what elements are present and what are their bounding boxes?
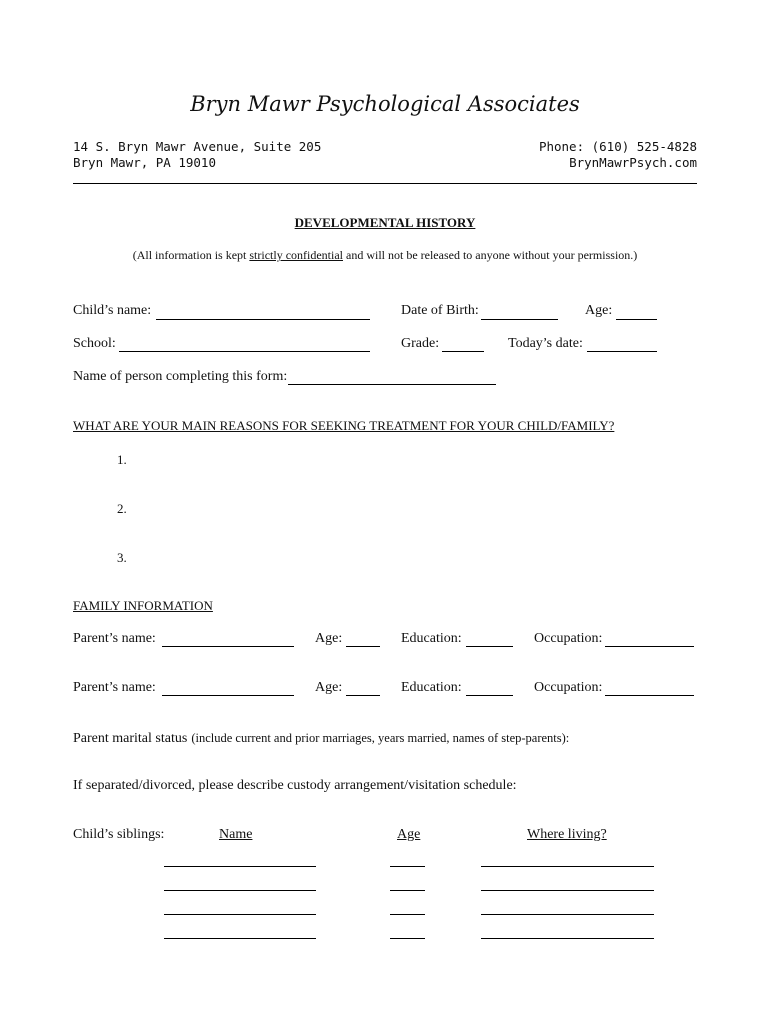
address-line-2: Bryn Mawr, PA 19010 xyxy=(73,155,216,170)
dob-field[interactable] xyxy=(481,319,558,320)
website: BrynMawrPsych.com xyxy=(569,155,697,170)
parent-1-education-label: Education: xyxy=(401,631,462,646)
school-field[interactable] xyxy=(119,351,370,352)
marital-status-label: Parent marital status xyxy=(73,731,188,746)
sibling-2-name-field[interactable] xyxy=(164,890,316,891)
parent-2-name-field[interactable] xyxy=(162,695,294,696)
sibling-1-where-field[interactable] xyxy=(481,866,654,867)
parent-2-occupation-label: Occupation: xyxy=(534,680,603,695)
parent-1-age-label: Age: xyxy=(315,631,343,646)
marital-status-line xyxy=(73,729,569,747)
header-divider xyxy=(73,183,697,184)
parent-2-education-field[interactable] xyxy=(466,695,513,696)
parent-2-age-label: Age: xyxy=(315,680,343,695)
child-name-field[interactable] xyxy=(156,319,370,320)
form-title: DEVELOPMENTAL HISTORY xyxy=(294,215,476,230)
parent-1-occupation-label: Occupation: xyxy=(534,631,603,646)
todays-date-label: Today’s date: xyxy=(508,336,583,351)
todays-date-field[interactable] xyxy=(587,351,657,352)
age-label: Age: xyxy=(585,303,613,318)
parent-1-name-field[interactable] xyxy=(162,646,294,647)
person-completing-label: Name of person completing this form: xyxy=(73,369,288,384)
phone-number: Phone: (610) 525-4828 xyxy=(538,139,697,154)
confidential-emphasis: strictly confidential xyxy=(249,248,343,262)
child-name-label: Child’s name: xyxy=(73,303,152,318)
parent-1-age-field[interactable] xyxy=(346,646,380,647)
sibling-4-where-field[interactable] xyxy=(481,938,654,939)
address-line-1: 14 S. Bryn Mawr Avenue, Suite 205 xyxy=(73,139,322,154)
organization-title: Bryn Mawr Psychological Associates xyxy=(190,92,580,116)
marital-status-note: (include current and prior marriages, years married, names of step-parents): xyxy=(191,731,570,745)
siblings-label: Child’s siblings: xyxy=(73,827,165,842)
siblings-col-name: Name xyxy=(219,827,253,842)
sibling-3-where-field[interactable] xyxy=(481,914,654,915)
siblings-col-age: Age xyxy=(397,827,421,842)
age-field[interactable] xyxy=(616,319,657,320)
sibling-4-name-field[interactable] xyxy=(164,938,316,939)
person-completing-field[interactable] xyxy=(288,384,496,385)
custody-label: If separated/divorced, please describe custody arrangement/visitation schedule: xyxy=(73,778,517,793)
parent-2-age-field[interactable] xyxy=(346,695,380,696)
siblings-col-where: Where living? xyxy=(527,827,607,842)
dob-label: Date of Birth: xyxy=(401,303,479,318)
family-info-heading: FAMILY INFORMATION xyxy=(73,598,213,613)
sibling-1-age-field[interactable] xyxy=(390,866,425,867)
parent-2-name-label: Parent’s name: xyxy=(73,680,156,695)
sibling-3-age-field[interactable] xyxy=(390,914,425,915)
parent-1-occupation-field[interactable] xyxy=(605,646,694,647)
confidentiality-note: (All information is kept strictly confidential and will not be released to anyone without your permission.) xyxy=(132,248,638,262)
parent-1-name-label: Parent’s name: xyxy=(73,631,156,646)
reason-number-2: 2. xyxy=(117,501,127,516)
grade-field[interactable] xyxy=(442,351,484,352)
grade-label: Grade: xyxy=(401,336,440,351)
school-label: School: xyxy=(73,336,116,351)
parent-2-occupation-field[interactable] xyxy=(605,695,694,696)
reasons-heading: WHAT ARE YOUR MAIN REASONS FOR SEEKING TREATMENT FOR YOUR CHILD/FAMILY? xyxy=(73,418,615,433)
sibling-4-age-field[interactable] xyxy=(390,938,425,939)
sibling-1-name-field[interactable] xyxy=(164,866,316,867)
reason-number-1: 1. xyxy=(117,452,127,467)
sibling-2-age-field[interactable] xyxy=(390,890,425,891)
reason-number-3: 3. xyxy=(117,550,127,565)
sibling-2-where-field[interactable] xyxy=(481,890,654,891)
sibling-3-name-field[interactable] xyxy=(164,914,316,915)
parent-1-education-field[interactable] xyxy=(466,646,513,647)
parent-2-education-label: Education: xyxy=(401,680,462,695)
